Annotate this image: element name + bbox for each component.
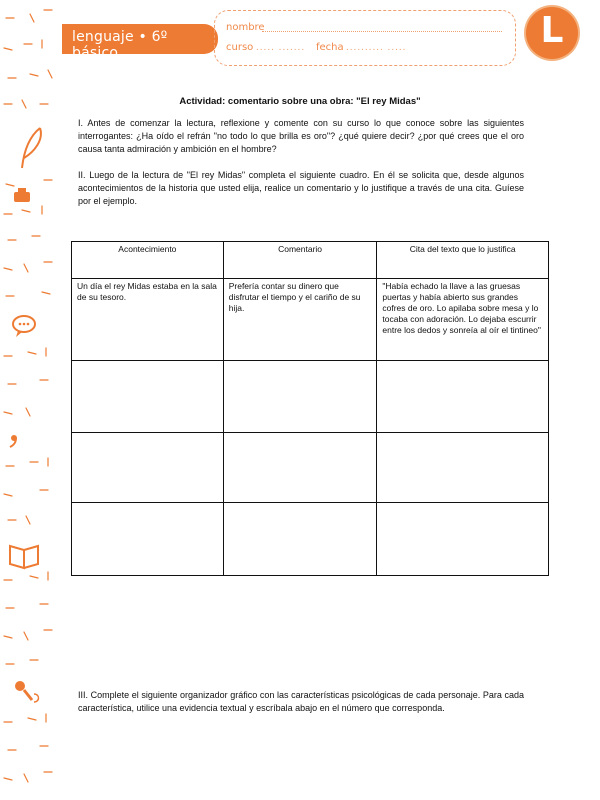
inkpot-icon	[14, 188, 30, 202]
header-quote: Cita del texto que lo justifica	[377, 242, 549, 279]
quote-cell[interactable]	[377, 433, 549, 503]
name-field[interactable]	[262, 31, 502, 32]
decorative-margin	[0, 0, 62, 800]
name-label: nombre	[226, 22, 265, 33]
table-row	[72, 279, 549, 361]
student-info-box	[214, 10, 516, 66]
course-label: curso	[226, 42, 254, 53]
quote-cell[interactable]	[377, 503, 549, 576]
subject-label: lenguaje • 6º básico	[72, 29, 168, 61]
subject-banner	[62, 24, 218, 61]
book-icon	[10, 546, 38, 568]
header-comment: Comentario	[223, 242, 377, 279]
microphone-icon	[15, 681, 39, 702]
event-cell[interactable]	[72, 503, 224, 576]
table-header-row	[72, 242, 549, 279]
course-field[interactable]: ..... .......	[256, 42, 306, 53]
comment-cell[interactable]	[223, 433, 377, 503]
speech-bubble-icon	[13, 316, 35, 337]
example-quote: "Había echado la llave a las gruesas puertas y había abierto sus grandes cofres de oro. Lo apilaba sobre mesa y lo tocaba con adoración. Lo dejaba escurrir entre los dedos y sonreía al oír el tintineo"	[377, 279, 549, 361]
badge-letter: L	[540, 10, 564, 51]
comma-icon	[10, 435, 17, 447]
quill-icon	[22, 128, 41, 168]
header-event: Acontecimiento	[72, 242, 224, 279]
event-cell[interactable]	[72, 361, 224, 433]
table-row	[72, 503, 549, 576]
events-table	[71, 241, 549, 576]
date-field[interactable]: .......... .....	[346, 42, 407, 53]
event-cell[interactable]	[72, 433, 224, 503]
comment-cell[interactable]	[223, 361, 377, 433]
subject-badge	[523, 4, 581, 62]
section-2-text: II. Luego de la lectura de "El rey Midas" completa el siguiente cuadro. En él se solicita que, desde algunos acontecimientos de la historia que usted elija, realice un comentario y lo justifique a través de una cita. Guíese por el ejemplo.	[78, 170, 524, 206]
table-row	[72, 361, 549, 433]
table-row	[72, 433, 549, 503]
comment-cell[interactable]	[223, 503, 377, 576]
example-event: Un día el rey Midas estaba en la sala de su tesoro.	[72, 279, 224, 361]
section-3-text: III. Complete el siguiente organizador gráfico con las características psicológicas de cada personaje. Para cada característica, utilice una evidencia textual y escríbala abajo en el número que corresponda.	[78, 690, 524, 713]
date-label: fecha	[316, 42, 344, 53]
example-comment: Prefería contar su dinero que disfrutar el tiempo y el cariño de su hija.	[223, 279, 377, 361]
section-1-text: I. Antes de comenzar la lectura, reflexione y comente con su curso lo que conoce sobre las siguientes interrogantes: ¿Ha oído el refrán "no todo lo que brilla es oro"? ¿qué quiere decir? ¿por qué crees que el oro causa tanta admiración y ambición en el hombre?	[78, 118, 524, 154]
activity-title: Actividad: comentario sobre una obra: "El rey Midas"	[179, 96, 421, 107]
quote-cell[interactable]	[377, 361, 549, 433]
